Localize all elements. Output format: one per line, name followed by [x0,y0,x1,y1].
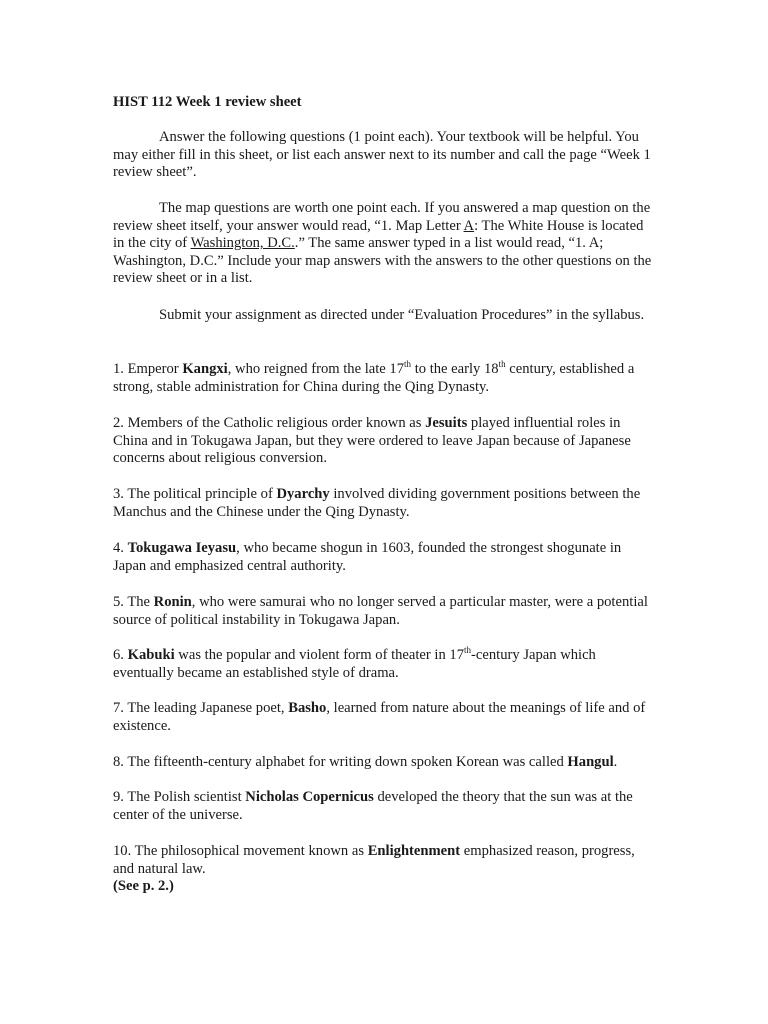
question-10 [113,843,658,896]
text: , who became shogun in 1603, founded the strongest shogunate in Japan and emphasized central authority. [113,540,622,574]
intro-paragraph-1: Answer the following questions (1 point each). Your textbook will be helpful. You may either fill in this sheet, or list each answer next to its number and call the page “Week 1 review sheet”. [113,129,651,181]
answer: Kabuki [127,647,175,663]
text: was the popular and violent form of theater in 17 [174,647,465,663]
text: 1. Emperor [113,361,183,377]
text: 4. [113,540,128,556]
text: , who reigned from the late 17 [227,361,405,377]
text: : The White House is located in the city of [113,217,644,252]
text: 3. The political principle of [113,486,277,502]
question-8 [113,754,658,772]
question-7 [113,700,658,735]
text: involved dividing government positions between the Manchus and the Chinese under the Qing Dynasty. [113,486,641,520]
superscript: th [464,645,472,655]
text: 7. The leading Japanese poet, [113,700,289,716]
text: to the early 18 [411,361,499,377]
superscript: th [404,359,412,369]
text: played influential roles in China and in Tokugawa Japan, but they were ordered to leave Japan because of Japanese concerns about religious conversion. [113,415,631,467]
text: . [613,754,618,770]
answer: Tokugawa Ieyasu [127,540,237,556]
text: -century Japan which eventually became an established style of drama. [113,647,596,681]
answer: Enlightenment [367,843,461,859]
answer: Hangul [567,754,614,770]
text: developed the theory that the sun was at the center of the universe. [113,789,633,823]
text: 9. The Polish scientist [113,789,246,805]
question-9 [113,789,658,824]
text: , learned from nature about the meanings of life and of existence. [113,700,646,734]
text: 2. Members of the Catholic religious order known as [113,415,426,431]
question-6 [113,647,658,682]
text: 6. [113,647,128,663]
question-3 [113,486,658,521]
answer: Nicholas Copernicus [245,789,374,805]
answer: Dyarchy [276,486,330,502]
answer: Basho [288,700,327,716]
intro-paragraph-3: Submit your assignment as directed under “Evaluation Procedures” in the syllabus. [159,307,645,323]
text: The map questions are worth one point each. If you answered a map question on the review sheet itself, your answer would read, “1. Map Letter [113,200,651,234]
question-4 [113,540,658,575]
text: emphasized reason, progress, and natural law. [113,843,635,877]
underlined-letter: A [463,217,475,234]
question-1 [113,361,658,396]
text: 5. The [113,594,154,610]
underlined-city: Washington, D.C. [190,235,295,252]
title-text: HIST 112 Week 1 review sheet [113,94,302,110]
question-2 [113,415,658,468]
answer: Ronin [153,594,192,610]
text: 8. The fifteenth-century alphabet for writing down spoken Korean was called [113,754,568,770]
text: , who were samurai who no longer served a particular master, were a potential source of political instability in Tokugawa Japan. [113,594,648,628]
answer: Kangxi [182,361,228,377]
see-next-page-note: (See p. 2.) [113,878,174,895]
text: .” The same answer typed in a list would read, “1. A; Washington, D.C.” Include your map answers with the answers to the other questions on the review sheet or in a list. [113,235,652,287]
superscript: th [498,359,506,369]
question-5 [113,594,658,629]
document-title [113,94,658,112]
text: 10. The philosophical movement known as [113,843,368,859]
text: century, established a strong, stable administration for China during the Qing Dynasty. [113,361,635,395]
answer: Jesuits [425,415,468,431]
intro-paragraph-2 [113,200,658,288]
